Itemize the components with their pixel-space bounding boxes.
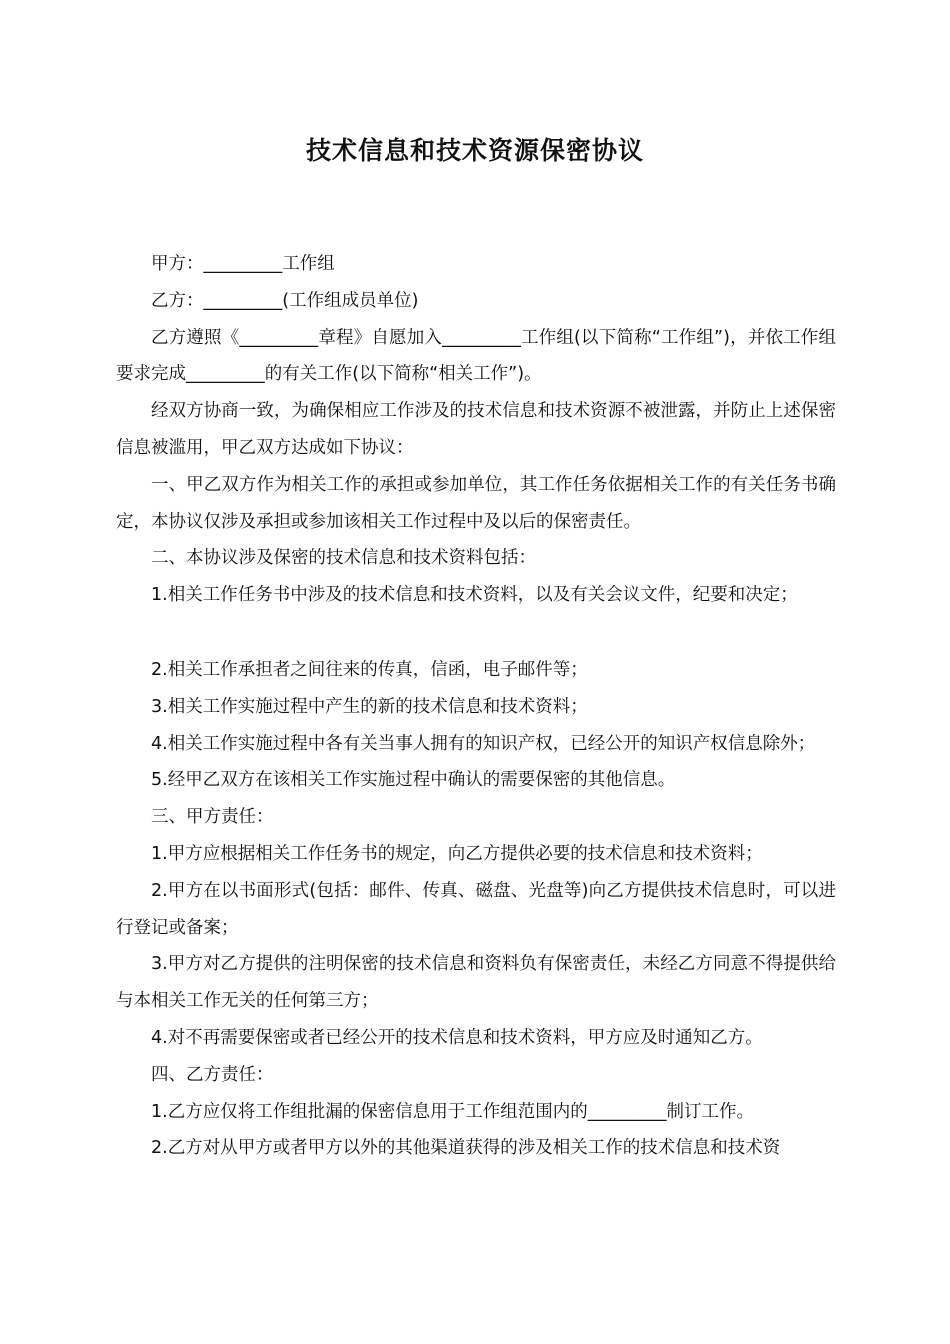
- section-2-item-4: 4.相关工作实施过程中各有关当事人拥有的知识产权，已经公开的知识产权信息除外；: [151, 733, 816, 754]
- agreement-intro-paragraph: 经双方协商一致，为确保相应工作涉及的技术信息和技术资源不被泄露，并防止上述保密信息被滥用，甲乙双方达成如下协议：: [116, 401, 836, 458]
- section-2-heading: 二、本协议涉及保密的技术信息和技术资料包括：: [151, 548, 536, 569]
- section-2-item-5: 5.经甲乙双方在该相关工作实施过程中确认的需要保密的其他信息。: [151, 770, 676, 791]
- section-4-heading: 四、乙方责任：: [151, 1064, 274, 1085]
- section-2-item-2: 2.相关工作承担者之间往来的传真，信函，电子邮件等；: [151, 659, 588, 680]
- preamble-paragraph: 乙方遵照《_________章程》自愿加入_________工作组(以下简称“工作组”)，并依工作组要求完成_________的有关工作(以下简称“相关工作”)。: [116, 327, 836, 385]
- party-b-line: 乙方：_________(工作组成员单位): [151, 290, 419, 311]
- section-1-paragraph: 一、甲乙双方作为相关工作的承担或参加单位，其工作任务依据相关工作的有关任务书确定，本协议仅涉及承担或参加该相关工作过程中及以后的保密责任。: [116, 474, 836, 532]
- document-body: [116, 246, 836, 1167]
- section-3-heading: 三、甲方责任：: [151, 807, 274, 828]
- document-title: 技术信息和技术资源保密协议: [305, 136, 644, 165]
- section-4-item-2: 2.乙方对从甲方或者甲方以外的其他渠道获得的涉及相关工作的技术信息和技术资: [151, 1138, 781, 1159]
- section-3-item-3: 3.甲方对乙方提供的注明保密的技术信息和资料负有保密责任，未经乙方同意不得提供给与本相关工作无关的任何第三方；: [116, 954, 836, 1012]
- section-4-item-1: 1.乙方应仅将工作组批漏的保密信息用于工作组范围内的_________制订工作。: [151, 1101, 754, 1122]
- section-2-item-1: 1.相关工作任务书中涉及的技术信息和技术资料，以及有关会议文件，纪要和决定；: [151, 585, 798, 606]
- section-3-item-4: 4.对不再需要保密或者已经公开的技术信息和技术资料，甲方应及时通知乙方。: [151, 1027, 763, 1048]
- party-a-line: 甲方：_________工作组: [151, 254, 335, 274]
- section-2-item-3: 3.相关工作实施过程中产生的新的技术信息和技术资料；: [151, 696, 588, 717]
- section-3-item-1: 1.甲方应根据相关工作任务书的规定，向乙方提供必要的技术信息和技术资料；: [151, 843, 763, 864]
- section-3-item-2: 2.甲方在以书面形式(包括：邮件、传真、磁盘、光盘等)向乙方提供技术信息时，可以进行登记或备案；: [116, 880, 836, 938]
